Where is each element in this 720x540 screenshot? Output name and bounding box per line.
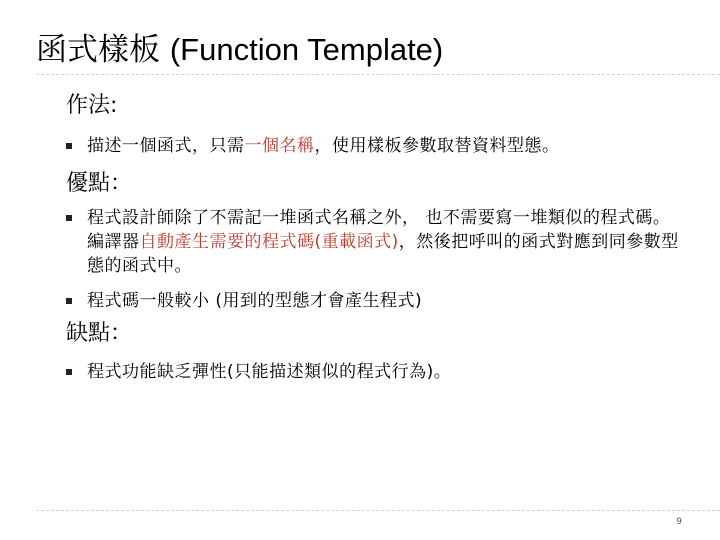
item-text: 程式設計師除了不需記一堆函式名稱之外， 也不需要寫一堆類似的程式碼。編譯器自動產生需要的程式碼(重載函式)，然後把呼叫的函式對應到同參數型態的函式中。 bbox=[87, 208, 679, 276]
item-text: 程式碼一般較小 (用到的型態才會產生程式) bbox=[87, 291, 423, 311]
title-english: (Function Template) bbox=[169, 32, 444, 67]
slide-title bbox=[36, 28, 443, 72]
section-heading-text: 優點： bbox=[66, 171, 133, 196]
footer-divider bbox=[36, 510, 720, 511]
title-divider bbox=[36, 74, 720, 75]
highlight-text: 一個名稱 bbox=[244, 136, 315, 156]
section-heading-text: 作法: bbox=[66, 93, 118, 118]
section-disadvantages-heading bbox=[38, 318, 132, 350]
square-bullet-icon bbox=[66, 298, 72, 304]
item-text: 程式功能缺乏彈性(只能描述類似的程式行為)。 bbox=[87, 362, 452, 382]
square-bullet-icon bbox=[66, 143, 72, 149]
square-bullet-icon bbox=[66, 369, 72, 375]
page-number: 9 bbox=[676, 517, 682, 527]
section-advantages-heading bbox=[38, 168, 132, 200]
square-bullet-icon bbox=[66, 215, 72, 221]
item-text: 描述一個函式，只需一個名稱，使用樣板參數取替資料型態。 bbox=[87, 136, 560, 156]
section-method-heading bbox=[38, 90, 117, 122]
section-heading-text: 缺點： bbox=[66, 321, 133, 346]
title-chinese: 函式樣板 bbox=[36, 32, 160, 68]
highlight-text: 自動產生需要的程式碼(重載函式) bbox=[139, 232, 399, 252]
